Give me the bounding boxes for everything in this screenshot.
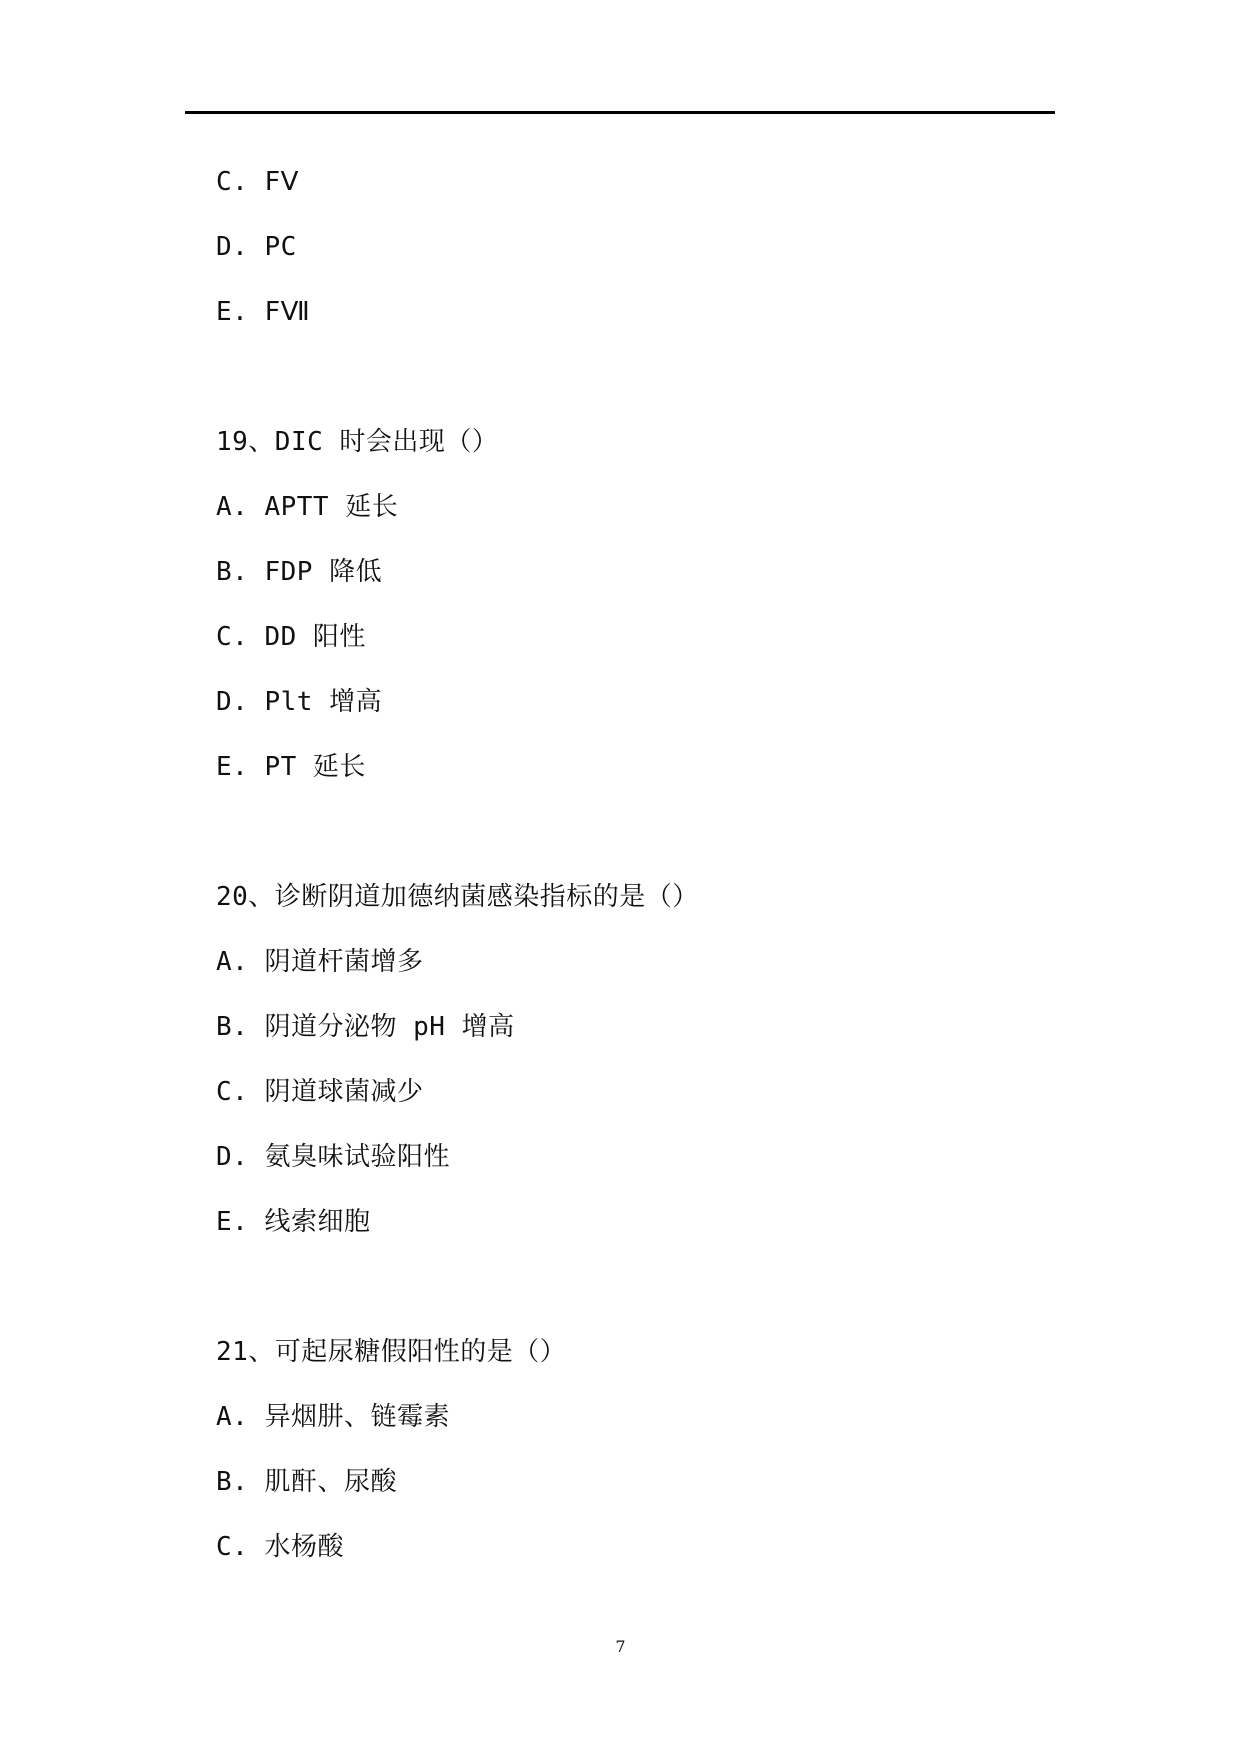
option-e: E. PT 延长 [216,752,366,782]
question-19-stem: 19、DIC 时会出现（） [216,427,499,457]
option-c: C. FⅤ [216,167,299,197]
page-number: 7 [615,1637,626,1656]
option-e: E. 线索细胞 [216,1207,371,1237]
option-a: A. 阴道杆菌增多 [216,947,424,977]
option-a: A. 异烟肼、链霉素 [216,1402,450,1432]
option-c: C. 阴道球菌减少 [216,1077,424,1107]
option-d: D. Plt 增高 [216,687,383,717]
option-c: C. 水杨酸 [216,1532,344,1562]
header-rule [185,111,1055,114]
option-d: D. PC [216,232,297,262]
option-c: C. DD 阳性 [216,622,366,652]
question-21-stem: 21、可起尿糖假阳性的是（） [216,1337,567,1367]
option-b: B. FDP 降低 [216,557,383,587]
question-20-stem: 20、诊断阴道加德纳菌感染指标的是（） [216,882,699,912]
option-b: B. 肌酐、尿酸 [216,1467,397,1497]
option-a: A. APTT 延长 [216,492,399,522]
option-b: B. 阴道分泌物 pH 增高 [216,1012,515,1042]
option-e: E. FⅦ [216,297,311,327]
option-d: D. 氨臭味试验阳性 [216,1142,450,1172]
